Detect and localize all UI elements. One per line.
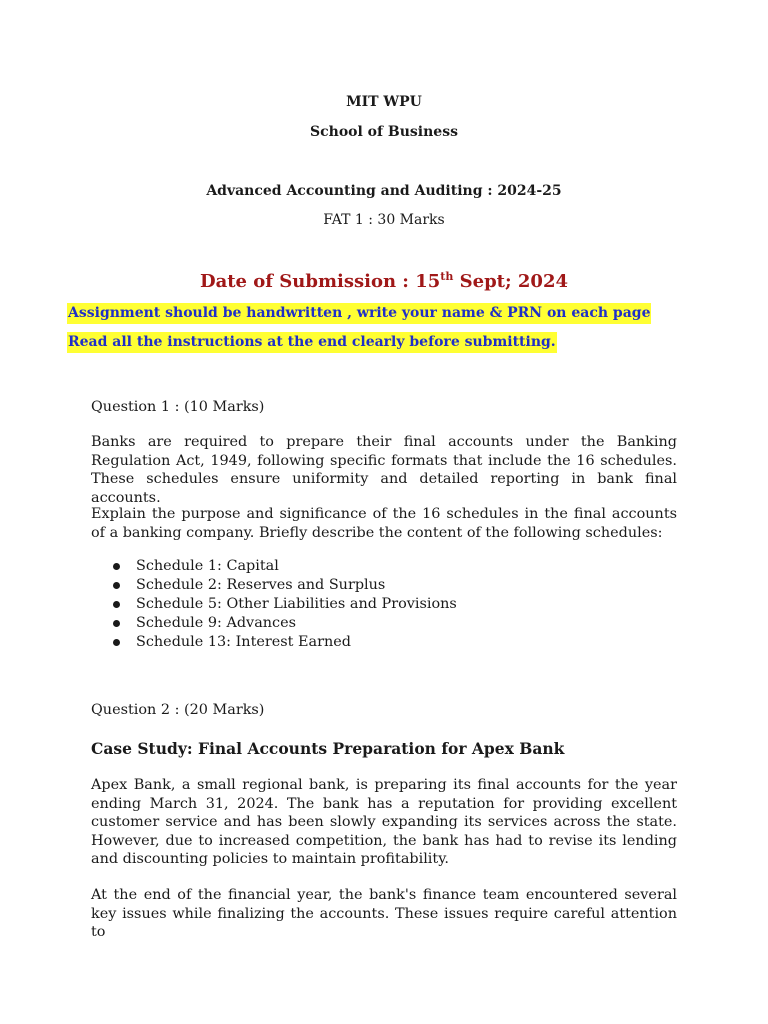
notice-instructions: Read all the instructions at the end clearly before submitting.: [67, 332, 557, 353]
question-1-paragraph-1: Banks are required to prepare their final accounts under the Banking Regulation Act, 1949, following specific formats that include the 16 schedules. These schedules ensure uniformity and detailed reporting in bank final accounts.: [91, 434, 677, 506]
bullet-icon: [113, 563, 120, 570]
course-title: Advanced Accounting and Auditing : 2024-25: [206, 183, 562, 199]
schedule-list: [91, 557, 457, 652]
bullet-icon: [113, 601, 120, 608]
list-item: [91, 614, 457, 633]
bullet-icon: [113, 582, 120, 589]
bullet-icon: [113, 639, 120, 646]
case-study-title: Case Study: Final Accounts Preparation for Apex Bank: [91, 739, 565, 758]
question-2-title: Question 2 : (20 Marks): [91, 702, 265, 718]
schedule-label: Schedule 1: Capital: [136, 558, 279, 574]
date-superscript: th: [440, 270, 454, 283]
schedule-label: Schedule 13: Interest Earned: [136, 634, 351, 650]
date-prefix: Date of Submission : 15: [199, 271, 441, 292]
question-2-paragraph-1: Apex Bank, a small regional bank, is preparing its final accounts for the year ending March 31, 2024. The bank has a reputation for providing excellent customer service and has been slowly expanding its services across the state. However, due to increased competition, the bank has had to revise its lending and discounting policies to maintain profitability.: [91, 777, 677, 868]
list-item: [91, 576, 457, 595]
institution-name: MIT WPU: [346, 94, 422, 110]
question-1-paragraph-2: Explain the purpose and significance of the 16 schedules in the final accounts of a banking company. Briefly describe the content of the following schedules:: [91, 506, 677, 541]
school-name: School of Business: [310, 124, 458, 140]
list-item: [91, 595, 457, 614]
submission-date: [0, 270, 768, 292]
question-1-title: Question 1 : (10 Marks): [91, 399, 265, 415]
list-item: [91, 633, 457, 652]
schedule-label: Schedule 9: Advances: [136, 615, 296, 631]
date-suffix: Sept; 2024: [453, 271, 569, 292]
bullet-icon: [113, 620, 120, 627]
notice-handwritten: Assignment should be handwritten , write your name & PRN on each page: [67, 303, 651, 324]
list-item: [91, 557, 457, 576]
question-2-paragraph-2: At the end of the financial year, the bank's finance team encountered several key issues while finalizing the accounts. These issues require careful attention to: [91, 887, 677, 941]
schedule-label: Schedule 2: Reserves and Surplus: [136, 577, 386, 593]
schedule-label: Schedule 5: Other Liabilities and Provisions: [136, 596, 457, 612]
marks-line: FAT 1 : 30 Marks: [323, 212, 445, 228]
